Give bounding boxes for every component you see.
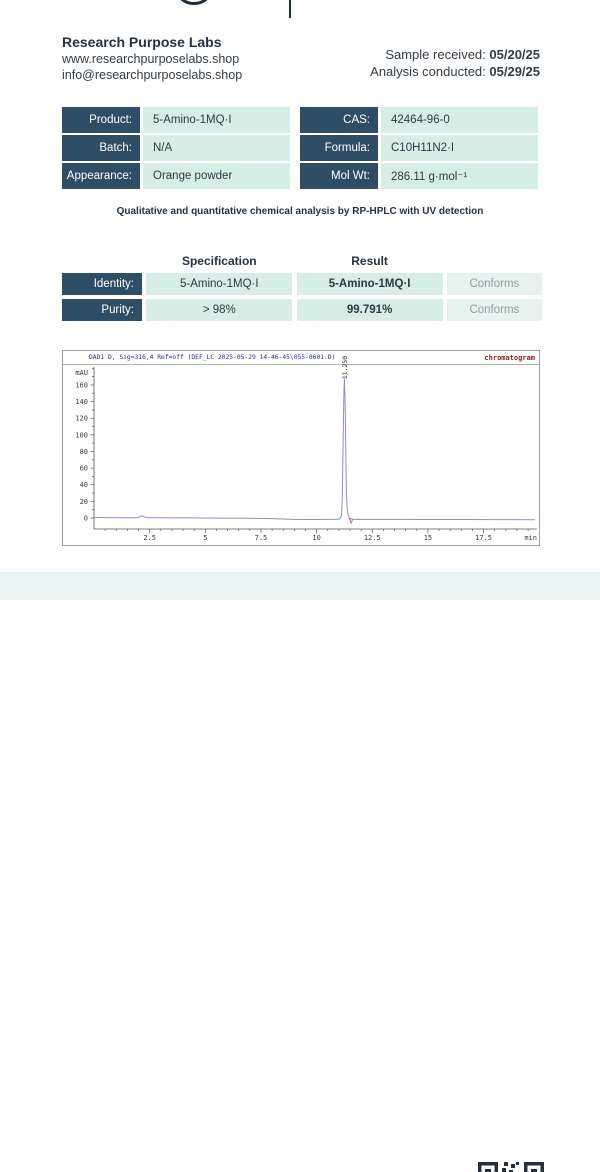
purity-status-badge: Conforms <box>447 299 542 321</box>
svg-text:2.5: 2.5 <box>143 534 156 542</box>
batch-value: N/A <box>143 135 290 161</box>
identity-result: 5-Amino-1MQ·I <box>297 273 443 295</box>
specification-column-header: Specification <box>146 253 292 273</box>
molwt-label: Mol Wt: <box>300 163 378 189</box>
company-name: Research Purpose Labs <box>62 33 242 51</box>
svg-text:40: 40 <box>80 481 88 489</box>
spec-result-table <box>62 253 542 325</box>
chromatogram-title: chromatogram <box>484 354 535 362</box>
header-divider-line <box>289 0 291 18</box>
column-spacer <box>293 163 297 189</box>
identity-specification: 5-Amino-1MQ·I <box>146 273 292 295</box>
svg-text:min: min <box>524 534 537 542</box>
formula-label: Formula: <box>300 135 378 161</box>
svg-text:140: 140 <box>75 398 88 406</box>
product-label: Product: <box>62 107 140 133</box>
chromatogram-plot <box>63 351 539 545</box>
dates-block <box>370 46 540 83</box>
chromatogram-marker <box>350 519 353 523</box>
chromatogram-trace <box>94 378 535 519</box>
svg-text:160: 160 <box>75 381 88 389</box>
header-spacer <box>447 253 542 273</box>
cas-value: 42464-96-0 <box>381 107 538 133</box>
column-spacer <box>293 107 297 133</box>
svg-text:10: 10 <box>312 534 320 542</box>
analysis-conducted-value: 05/29/25 <box>489 64 540 79</box>
purity-result: 99.791% <box>297 299 443 321</box>
svg-text:120: 120 <box>75 415 88 423</box>
company-website: www.researchpurposelabs.shop <box>62 51 242 67</box>
identity-label: Identity: <box>62 273 142 295</box>
result-column-header: Result <box>297 253 443 273</box>
svg-text:0: 0 <box>84 514 88 522</box>
company-email: info@researchpurposelabs.shop <box>62 67 242 83</box>
sample-received-label: Sample received: <box>385 47 489 62</box>
svg-text:17.5: 17.5 <box>475 534 492 542</box>
appearance-value: Orange powder <box>143 163 290 189</box>
chart-axes <box>75 367 537 542</box>
svg-text:60: 60 <box>80 465 88 473</box>
company-block <box>62 33 242 83</box>
analysis-method-title: Qualitative and quantitative chemical analysis by RP-HPLC with UV detection <box>0 206 600 217</box>
svg-text:5: 5 <box>203 534 207 542</box>
svg-text:100: 100 <box>75 431 88 439</box>
svg-text:20: 20 <box>80 498 88 506</box>
svg-text:mAU: mAU <box>75 369 88 377</box>
table-row-identity <box>62 273 542 295</box>
peak-retention-label: 11.250 <box>341 356 349 380</box>
qr-code-icon <box>478 1162 544 1172</box>
purity-label: Purity: <box>62 299 142 321</box>
sample-received-value: 05/20/25 <box>489 47 540 62</box>
analysis-conducted-line <box>370 63 540 80</box>
batch-label: Batch: <box>62 135 140 161</box>
chromatogram-signal-label: DAD1 D, Sig=316,4 Ref=off (DEF_LC 2025-05-29 14-46-45\055-0601.D) <box>89 354 335 361</box>
column-spacer <box>293 135 297 161</box>
identity-status-badge: Conforms <box>447 273 542 295</box>
logo-partial-circle <box>173 0 215 5</box>
sample-received-line <box>370 46 540 63</box>
svg-text:12.5: 12.5 <box>364 534 381 542</box>
header <box>62 33 540 83</box>
svg-text:7.5: 7.5 <box>255 534 268 542</box>
svg-text:80: 80 <box>80 448 88 456</box>
product-info-table <box>62 107 540 189</box>
header-spacer <box>62 253 142 273</box>
appearance-label: Appearance: <box>62 163 140 189</box>
table-row-purity <box>62 299 542 321</box>
chromatogram-panel <box>62 350 540 546</box>
footer-band <box>0 572 600 600</box>
svg-text:15: 15 <box>424 534 432 542</box>
spec-table-header <box>62 253 542 273</box>
purity-specification: > 98% <box>146 299 292 321</box>
product-value: 5-Amino-1MQ·I <box>143 107 290 133</box>
cas-label: CAS: <box>300 107 378 133</box>
molwt-value: 286.11 g·mol⁻¹ <box>381 163 538 189</box>
analysis-conducted-label: Analysis conducted: <box>370 64 489 79</box>
formula-value: C10H11N2·I <box>381 135 538 161</box>
